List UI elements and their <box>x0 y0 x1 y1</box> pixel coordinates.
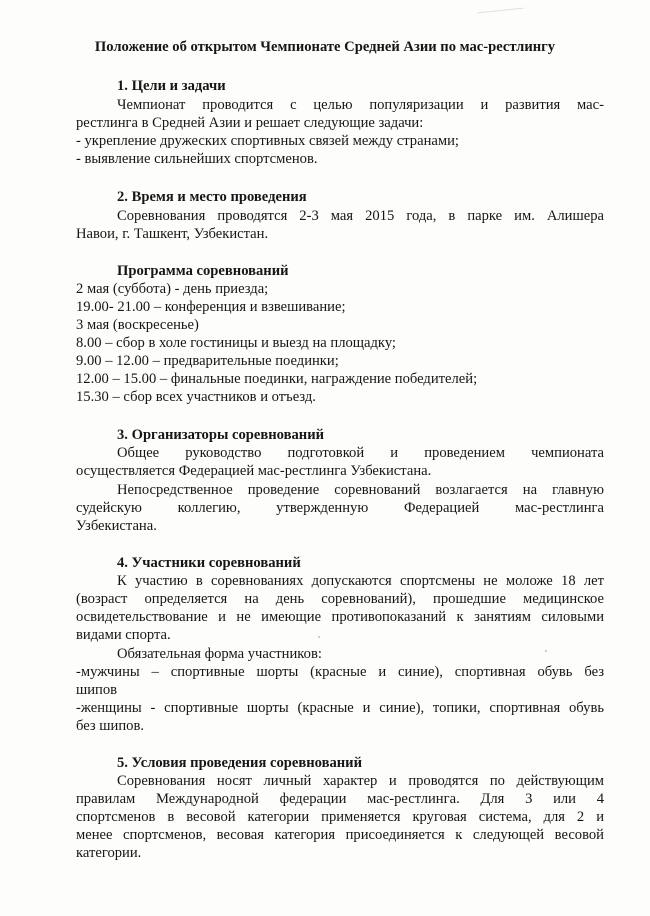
paragraph-line: Соревнования носят личный характер и проводятся по действующим <box>117 773 604 789</box>
paragraph-line: Общее руководство подготовкой и проведением чемпионата <box>117 445 604 461</box>
paragraph-line: Соревнования проводятся 2-3 мая 2015 года, в парке им. Алишера <box>117 208 604 224</box>
paragraph-line: Непосредственное проведение соревнований возлагается на главную <box>117 482 604 498</box>
program-item: 8.00 – сбор в холе гостиницы и выезд на площадку; <box>76 335 396 351</box>
paragraph-line: правилам Международной федерации мас-рестлинга. Для 3 или 4 <box>76 791 604 807</box>
section-heading-program: Программа соревнований <box>117 263 289 279</box>
paragraph-line: рестлинга в Средней Азии и решает следующие задачи: <box>76 115 424 131</box>
program-item: 12.00 – 15.00 – финальные поединки, награждение победителей; <box>76 371 478 387</box>
list-item: - выявление сильнейших спортсменов. <box>76 151 318 167</box>
program-item: 19.00- 21.00 – конференция и взвешивание; <box>76 299 346 315</box>
paragraph-line: Обязательная форма участников: <box>117 646 322 662</box>
paragraph-line: спортсменов в весовой категории применяется круговая система, для 2 и <box>76 809 604 825</box>
program-item: 15.30 – сбор всех участников и отъезд. <box>76 389 316 405</box>
section-heading-time-place: 2. Время и место проведения <box>117 189 307 205</box>
paragraph-line: менее спортсменов, весовая категория присоединяется к следующей весовой <box>76 827 604 843</box>
paragraph-line: К участию в соревнованиях допускаются спортсмены не моложе 18 лет <box>117 573 604 589</box>
scan-artifact <box>478 8 525 22</box>
section-heading-participants: 4. Участники соревнований <box>117 555 301 571</box>
paragraph-line: видами спорта. <box>76 627 171 643</box>
program-item: 2 мая (суббота) - день приезда; <box>76 281 269 297</box>
list-item: шипов <box>76 682 118 698</box>
document-title: Положение об открытом Чемпионате Средней Азии по мас-рестлингу <box>94 39 556 55</box>
list-item: -мужчины – спортивные шорты (красные и синие), спортивная обувь без <box>76 664 604 680</box>
program-item: 3 мая (воскресенье) <box>76 317 199 333</box>
paragraph-line: (возраст определяется на день соревнований), прошедшие медицинское <box>76 591 604 607</box>
paragraph-line: судейскую коллегию, утвержденную Федерацией мас-рестлинга <box>76 500 604 516</box>
paragraph-line: Навои, г. Ташкент, Узбекистан. <box>76 226 269 242</box>
paragraph-line: Чемпионат проводится с целью популяризации и развития мас- <box>117 97 604 113</box>
paragraph-line: Узбекистана. <box>76 518 157 534</box>
section-heading-conditions: 5. Условия проведения соревнований <box>117 755 362 771</box>
paragraph-line: осуществляется Федерацией мас-рестлинга Узбекистана. <box>76 463 432 479</box>
program-item: 9.00 – 12.00 – предварительные поединки; <box>76 353 339 369</box>
section-heading-organizers: 3. Организаторы соревнований <box>117 427 325 443</box>
list-item: без шипов. <box>76 718 144 734</box>
list-item: - укрепление дружеских спортивных связей между странами; <box>76 133 459 149</box>
paragraph-line: освидетельствование и не имеющие противопоказаний к занятиям силовыми <box>76 609 604 625</box>
section-heading-goals: 1. Цели и задачи <box>117 78 226 94</box>
list-item: -женщины - спортивные шорты (красные и синие), топики, спортивная обувь <box>76 700 604 716</box>
paragraph-line: категории. <box>76 845 142 861</box>
